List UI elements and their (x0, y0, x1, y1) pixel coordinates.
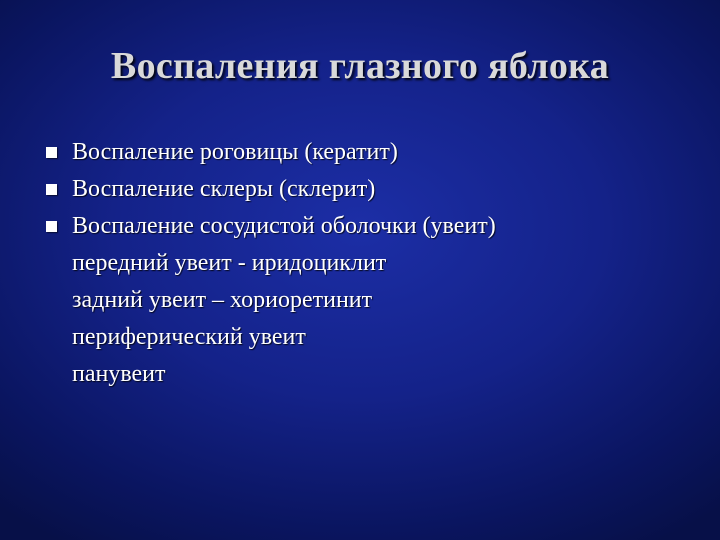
square-bullet-icon (46, 147, 57, 158)
square-bullet-icon (46, 184, 57, 195)
bullet-item-keratitis (42, 134, 692, 171)
uveitis-subtype-peripheral: периферический увеит (72, 324, 306, 350)
slide-title: Воспаления глазного яблока (110, 45, 610, 87)
bullet-text: Воспаление склеры (склерит) (72, 176, 376, 202)
bullet-text: Воспаление роговицы (кератит) (72, 139, 398, 165)
uveitis-subtype-anterior: передний увеит - иридоциклит (72, 250, 387, 276)
bullet-item-scleritis (42, 171, 692, 208)
uveitis-subtype-panuveitis: панувеит (72, 361, 166, 387)
uveitis-subtype-posterior: задний увеит – хориоретинит (72, 287, 373, 313)
bullet-text: Воспаление сосудистой оболочки (увеит) (72, 213, 496, 239)
square-bullet-icon (46, 221, 57, 232)
bullet-item-uveitis (42, 208, 692, 393)
bullet-list (42, 134, 692, 393)
